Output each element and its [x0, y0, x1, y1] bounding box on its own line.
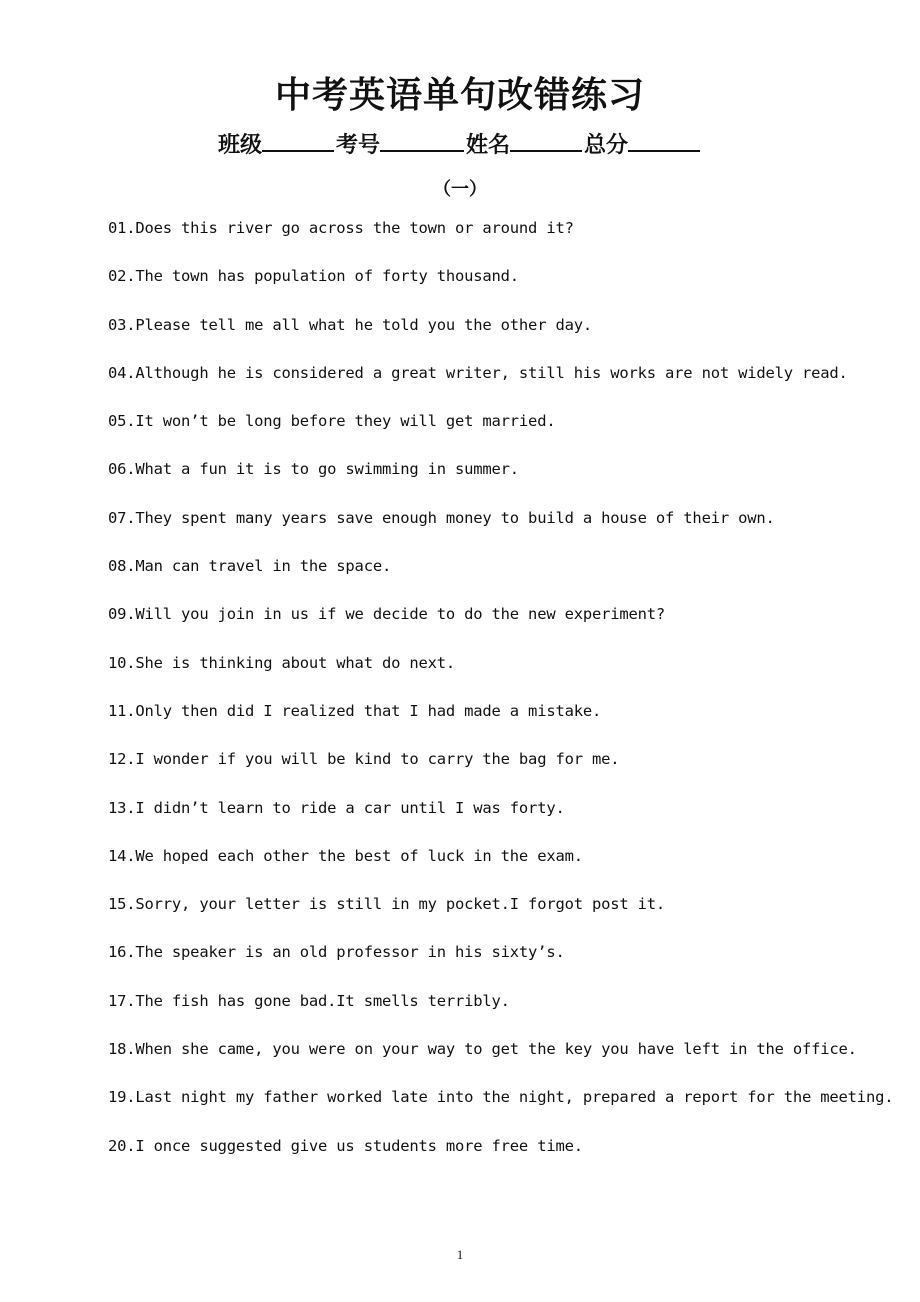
- class-blank: [262, 126, 334, 152]
- exam-number-blank: [380, 126, 464, 152]
- question-item: 02.The town has population of forty thousand.: [108, 267, 519, 286]
- exam-number-label: 考号: [335, 133, 380, 158]
- section-title: （一）: [433, 179, 487, 200]
- question-item: 12.I wonder if you will be kind to carry the bag for me.: [108, 750, 620, 769]
- question-item: 09.Will you join in us if we decide to do the new experiment?: [108, 605, 666, 624]
- page-title: 中考英语单句改错练习: [274, 75, 645, 116]
- total-score-label: 总分: [584, 133, 629, 158]
- question-item: 01.Does this river go across the town or around it?: [108, 219, 574, 237]
- student-info-line: [0, 126, 920, 163]
- question-item: 04.Although he is considered a great writer, still his works are not widely read.: [108, 363, 848, 382]
- name-field: [466, 126, 584, 163]
- name-label: 姓名: [466, 133, 511, 158]
- question-item: 17.The fish has gone bad.It smells terribly.: [108, 991, 510, 1010]
- page-number: 1: [456, 1247, 464, 1262]
- name-blank: [510, 126, 582, 152]
- question-item: 10.She is thinking about what do next.: [108, 653, 456, 672]
- exam-number-field: [336, 126, 466, 163]
- question-item: 05.It won’t be long before they will get married.: [108, 412, 556, 431]
- question-item: 07.They spent many years save enough money to build a house of their own.: [108, 508, 775, 527]
- question-item: 14.We hoped each other the best of luck in the exam.: [108, 846, 583, 865]
- question-item: 16.The speaker is an old professor in his sixty’s.: [108, 943, 565, 962]
- question-list: [108, 212, 894, 1178]
- question-item: 11.Only then did I realized that I had made a mistake.: [108, 701, 602, 720]
- question-item: 03.Please tell me all what he told you the other day.: [108, 315, 592, 334]
- total-score-blank: [628, 126, 700, 152]
- question-item: 15.Sorry, your letter is still in my pocket.I forgot post it.: [108, 895, 666, 914]
- class-label: 班级: [217, 133, 262, 158]
- class-field: [218, 126, 336, 163]
- total-score-field: [584, 126, 702, 163]
- question-item: 08.Man can travel in the space.: [108, 557, 392, 576]
- question-item: 06.What a fun it is to go swimming in summer.: [108, 460, 519, 479]
- question-item: 20.I once suggested give us students more free time.: [108, 1136, 583, 1155]
- question-item: 19.Last night my father worked late into the night, prepared a report for the meeting.: [108, 1088, 894, 1107]
- question-item: 18.When she came, you were on your way to get the key you have left in the office.: [108, 1040, 857, 1059]
- question-item: 13.I didn’t learn to ride a car until I was forty.: [108, 798, 565, 817]
